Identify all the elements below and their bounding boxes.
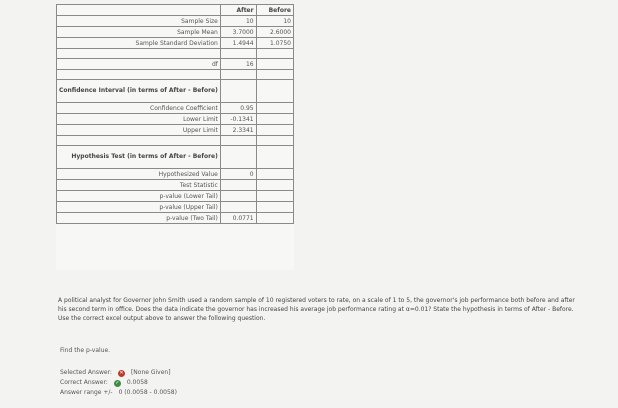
- table-row: [57, 27, 294, 38]
- table-row: [57, 169, 294, 180]
- correct-answer-value: 0.0058: [126, 379, 148, 386]
- table-row: [57, 180, 294, 191]
- p-upper-value: [220, 202, 256, 213]
- correct-answer-row: [60, 378, 177, 388]
- test-statistic-label: Test Statistic: [57, 180, 221, 191]
- p-lower-value: [220, 191, 256, 202]
- p-two-value: 0.0771: [220, 213, 256, 224]
- header-after: After: [220, 5, 256, 16]
- df-label: df: [57, 59, 221, 70]
- table-row: [57, 136, 294, 146]
- excel-output: [56, 4, 294, 270]
- question-text: A political analyst for Governor John Smith used a random sample of 10 registered voters to rate, on a scale of 1 to 5, the governor's job performance both before and after his second term in office. Does the data indicate the governor has increased his average job performance rating at α=0.01? State the hypothesis in terms of After - Before. Use the correct excel output above to answer the following question.: [58, 297, 575, 322]
- table-row: [57, 114, 294, 125]
- incorrect-icon: ✕: [119, 369, 124, 376]
- hypothesized-value: 0: [220, 169, 256, 180]
- selected-answer-row: [60, 368, 177, 378]
- table-row: [57, 59, 294, 70]
- confidence-coefficient-value: 0.95: [220, 103, 256, 114]
- table-row: [57, 103, 294, 114]
- test-statistic-value: [220, 180, 256, 191]
- ht-section-title: Hypothesis Test (in terms of After - Before): [57, 146, 221, 169]
- sample-sd-after: 1.4944: [220, 38, 256, 49]
- sample-size-label: Sample Size: [57, 16, 221, 27]
- correct-icon: ✓: [115, 379, 120, 386]
- answer-range-label: Answer range +/-: [60, 389, 113, 396]
- table-row: [57, 16, 294, 27]
- correct-answer-label: Correct Answer:: [60, 379, 108, 386]
- table-row: [57, 80, 294, 103]
- table-row: [57, 5, 294, 16]
- upper-limit-value: 2.3341: [220, 125, 256, 136]
- sample-mean-label: Sample Mean: [57, 27, 221, 38]
- answer-feedback: [60, 368, 177, 398]
- table-row: [57, 146, 294, 169]
- table-row: [57, 38, 294, 49]
- df-value: 16: [220, 59, 256, 70]
- sample-sd-label: Sample Standard Deviation: [57, 38, 221, 49]
- lower-limit-label: Lower Limit: [57, 114, 221, 125]
- excel-output-table: [56, 4, 294, 224]
- answer-range-row: [60, 388, 177, 398]
- sample-mean-after: 3.7000: [220, 27, 256, 38]
- p-two-label: p-value (Two Tail): [57, 213, 221, 224]
- sample-size-before: 10: [256, 16, 293, 27]
- confidence-coefficient-label: Confidence Coefficient: [57, 103, 221, 114]
- question-prompt: Find the p-value.: [60, 347, 111, 354]
- table-row: [57, 213, 294, 224]
- p-upper-label: p-value (Upper Tail): [57, 202, 221, 213]
- lower-limit-value: -0.1341: [220, 114, 256, 125]
- table-row: [57, 70, 294, 80]
- answer-range-value: 0 (0.0058 - 0.0058): [118, 389, 177, 396]
- sample-size-after: 10: [220, 16, 256, 27]
- ci-section-title: Confidence Interval (in terms of After - Before): [57, 80, 221, 103]
- p-lower-label: p-value (Lower Tail): [57, 191, 221, 202]
- selected-answer-value: [None Given]: [130, 369, 171, 376]
- selected-answer-label: Selected Answer:: [60, 369, 112, 376]
- table-row: [57, 125, 294, 136]
- table-row: [57, 202, 294, 213]
- header-before: Before: [256, 5, 293, 16]
- table-row: [57, 49, 294, 59]
- upper-limit-label: Upper Limit: [57, 125, 221, 136]
- sample-sd-before: 1.0750: [256, 38, 293, 49]
- sample-mean-before: 2.6000: [256, 27, 293, 38]
- hypothesized-value-label: Hypothesized Value: [57, 169, 221, 180]
- table-row: [57, 191, 294, 202]
